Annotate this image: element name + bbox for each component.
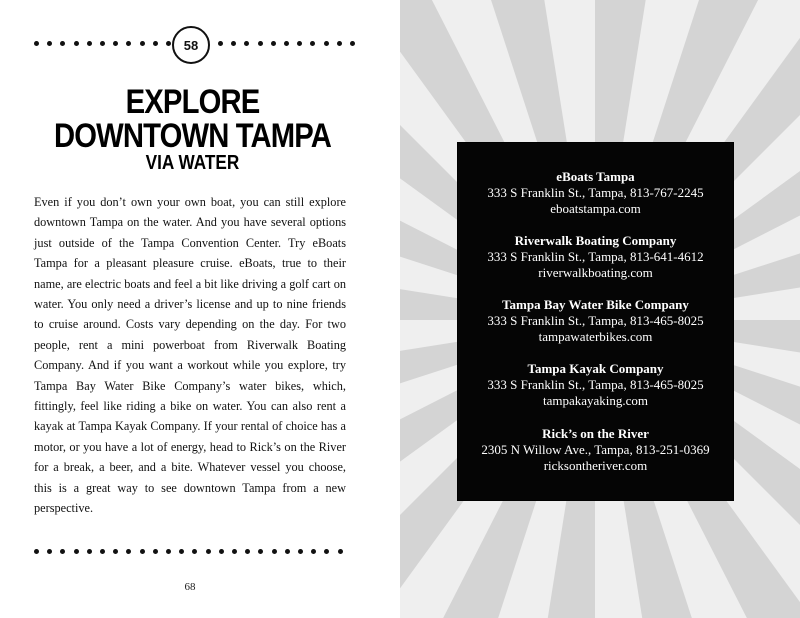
dot: [47, 41, 52, 46]
dot: [87, 549, 92, 554]
dot: [310, 41, 315, 46]
dot: [60, 41, 65, 46]
page-subtitle: VIA WATER: [145, 152, 240, 174]
dot: [324, 549, 329, 554]
listing-entry: [458, 360, 733, 409]
dot: [337, 41, 342, 46]
dot: [140, 41, 145, 46]
listing-website: tampawaterbikes.com: [538, 329, 653, 344]
dot: [297, 41, 302, 46]
dot: [324, 41, 329, 46]
dot: [350, 41, 355, 46]
dot: [231, 41, 236, 46]
listings-box: [457, 142, 734, 501]
listing-website: riverwalkboating.com: [538, 265, 653, 280]
listing-entry: [458, 425, 733, 474]
dot: [258, 549, 263, 554]
chapter-number-badge: 58: [172, 26, 210, 64]
dot: [34, 41, 39, 46]
dot: [74, 41, 79, 46]
dot: [311, 549, 316, 554]
dot: [245, 549, 250, 554]
page-number: 68: [184, 581, 196, 593]
listing-entry: [458, 168, 733, 217]
dotted-rule-top-left: [34, 41, 170, 47]
dot: [218, 41, 223, 46]
page-title-line-1: EXPLORE: [125, 83, 260, 121]
dot: [206, 549, 211, 554]
body-paragraph: Even if you don’t own your own boat, you can still explore downtown Tampa on the water. And you have several options just outside of the Tampa Convention Center. Try eBoats Tampa for a pleasant pleasure cruise. eBoats, true to their name, are electric boats and feel a bit like driving a golf cart on water. You only need a driver’s license and up to nine friends to cruise around. Costs vary depending on the day. For two people, rent a mini powerboat from Riverwalk Boating Company. And if you want a workout while you explore, try Tampa Bay Water Bike Company’s water bikes, which, fittingly, feel like riding a bike on water. You can also rent a kayak at Tampa Kayak Company. If your rental of choice has a motor, or you have a lot of energy, head to Rick’s on the River for a break, a beer, and a bite. Whatever vessel you choose, this is a great way to see downtown Tampa from a new perspective.: [34, 195, 346, 516]
dot: [258, 41, 263, 46]
dot: [100, 549, 105, 554]
dot: [298, 549, 303, 554]
dot: [100, 41, 105, 46]
dotted-rule-top-right: [218, 41, 350, 47]
dot: [126, 41, 131, 46]
listing-address: 333 S Franklin St., Tampa, 813-465-8025: [487, 313, 704, 328]
dot: [192, 549, 197, 554]
dot: [244, 41, 249, 46]
listing-address: 333 S Franklin St., Tampa, 813-465-8025: [487, 377, 704, 392]
dot: [113, 41, 118, 46]
listing-name: Tampa Kayak Company: [527, 361, 664, 376]
dot: [60, 549, 65, 554]
dot: [153, 41, 158, 46]
dot: [153, 549, 158, 554]
listing-address: 333 S Franklin St., Tampa, 813-767-2245: [487, 185, 704, 200]
dot: [126, 549, 131, 554]
right-page: [400, 0, 800, 618]
listing-name: Riverwalk Boating Company: [514, 233, 677, 248]
dot: [179, 549, 184, 554]
dot: [87, 41, 92, 46]
listing-entry: [458, 232, 733, 281]
dot: [284, 41, 289, 46]
dot: [285, 549, 290, 554]
dot: [47, 549, 52, 554]
dot: [140, 549, 145, 554]
dot: [166, 41, 171, 46]
listing-name: Rick’s on the River: [542, 426, 649, 441]
dot: [34, 549, 39, 554]
listing-address: 2305 N Willow Ave., Tampa, 813-251-0369: [481, 442, 710, 457]
dot: [271, 41, 276, 46]
page-title-line-2: DOWNTOWN TAMPA: [53, 117, 332, 155]
dot: [166, 549, 171, 554]
listing-entry: [458, 296, 733, 345]
listing-name: Tampa Bay Water Bike Company: [502, 297, 689, 312]
listing-name: eBoats Tampa: [556, 169, 635, 184]
listing-address: 333 S Franklin St., Tampa, 813-641-4612: [487, 249, 704, 264]
dot: [338, 549, 343, 554]
dotted-rule-bottom: [34, 549, 350, 555]
listing-website: ricksontheriver.com: [543, 458, 648, 473]
dot: [74, 549, 79, 554]
listing-website: eboatstampa.com: [550, 201, 641, 216]
dot: [113, 549, 118, 554]
dot: [219, 549, 224, 554]
dot: [232, 549, 237, 554]
listing-website: tampakayaking.com: [542, 393, 649, 408]
dot: [272, 549, 277, 554]
